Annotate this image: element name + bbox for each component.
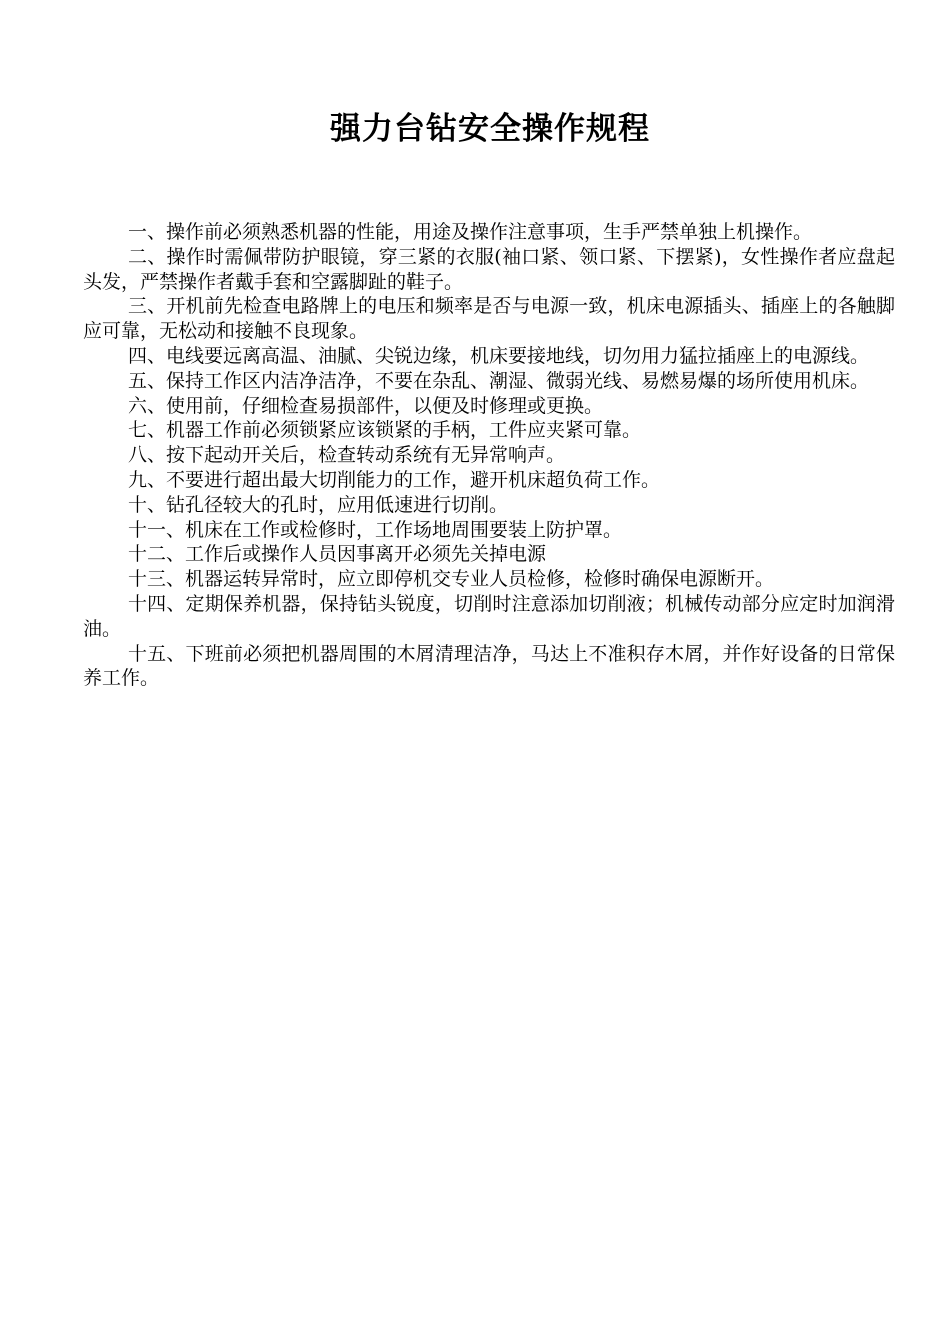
- rule-item-13: 十三、机器运转异常时，应立即停机交专业人员检修，检修时确保电源断开。: [128, 568, 775, 591]
- rule-item-3: 三、开机前先检查电路牌上的电压和频率是否与电源一致，机床电源插头、插座上的各触脚应可靠，无松动和接触不良现象。: [83, 295, 895, 343]
- rule-item-7: 七、机器工作前必须锁紧应该锁紧的手柄，工件应夹紧可靠。: [128, 419, 642, 442]
- rule-item-5: 五、保持工作区内洁净洁净，不要在杂乱、潮湿、微弱光线、易燃易爆的场所使用机床。: [128, 369, 870, 392]
- rule-item-10: 十、钻孔径较大的孔时，应用低速进行切削。: [128, 493, 509, 516]
- document-title: 强力台钻安全操作规程: [330, 111, 650, 147]
- rule-item-6: 六、使用前，仔细检查易损部件，以便及时修理或更换。: [128, 394, 604, 417]
- rule-item-4: 四、电线要远离高温、油腻、尖锐边缘，机床要接地线，切勿用力猛拉插座上的电源线。: [128, 344, 870, 367]
- rules-list: [83, 220, 895, 691]
- rule-item-15: 十五、下班前必须把机器周围的木屑清理洁净，马达上不准积存木屑，并作好设备的日常保养工作。: [83, 642, 895, 690]
- rule-item-8: 八、按下起动开关后，检查转动系统有无异常响声。: [128, 444, 566, 467]
- rule-item-2: 二、操作时需佩带防护眼镜，穿三紧的衣服(袖口紧、领口紧、下摆紧)，女性操作者应盘起头发，严禁操作者戴手套和空露脚趾的鞋子。: [83, 245, 895, 293]
- rule-item-1: 一、操作前必须熟悉机器的性能，用途及操作注意事项，生手严禁单独上机操作。: [128, 221, 813, 243]
- rule-item-9: 九、不要进行超出最大切削能力的工作，避开机床超负荷工作。: [128, 468, 661, 491]
- rule-item-11: 十一、机床在工作或检修时，工作场地周围要装上防护罩。: [128, 518, 623, 541]
- rule-item-14: 十四、定期保养机器，保持钻头锐度，切削时注意添加切削液；机械传动部分应定时加润滑油。: [83, 592, 895, 640]
- rule-item-12: 十二、工作后或操作人员因事离开必须先关掉电源: [128, 543, 547, 566]
